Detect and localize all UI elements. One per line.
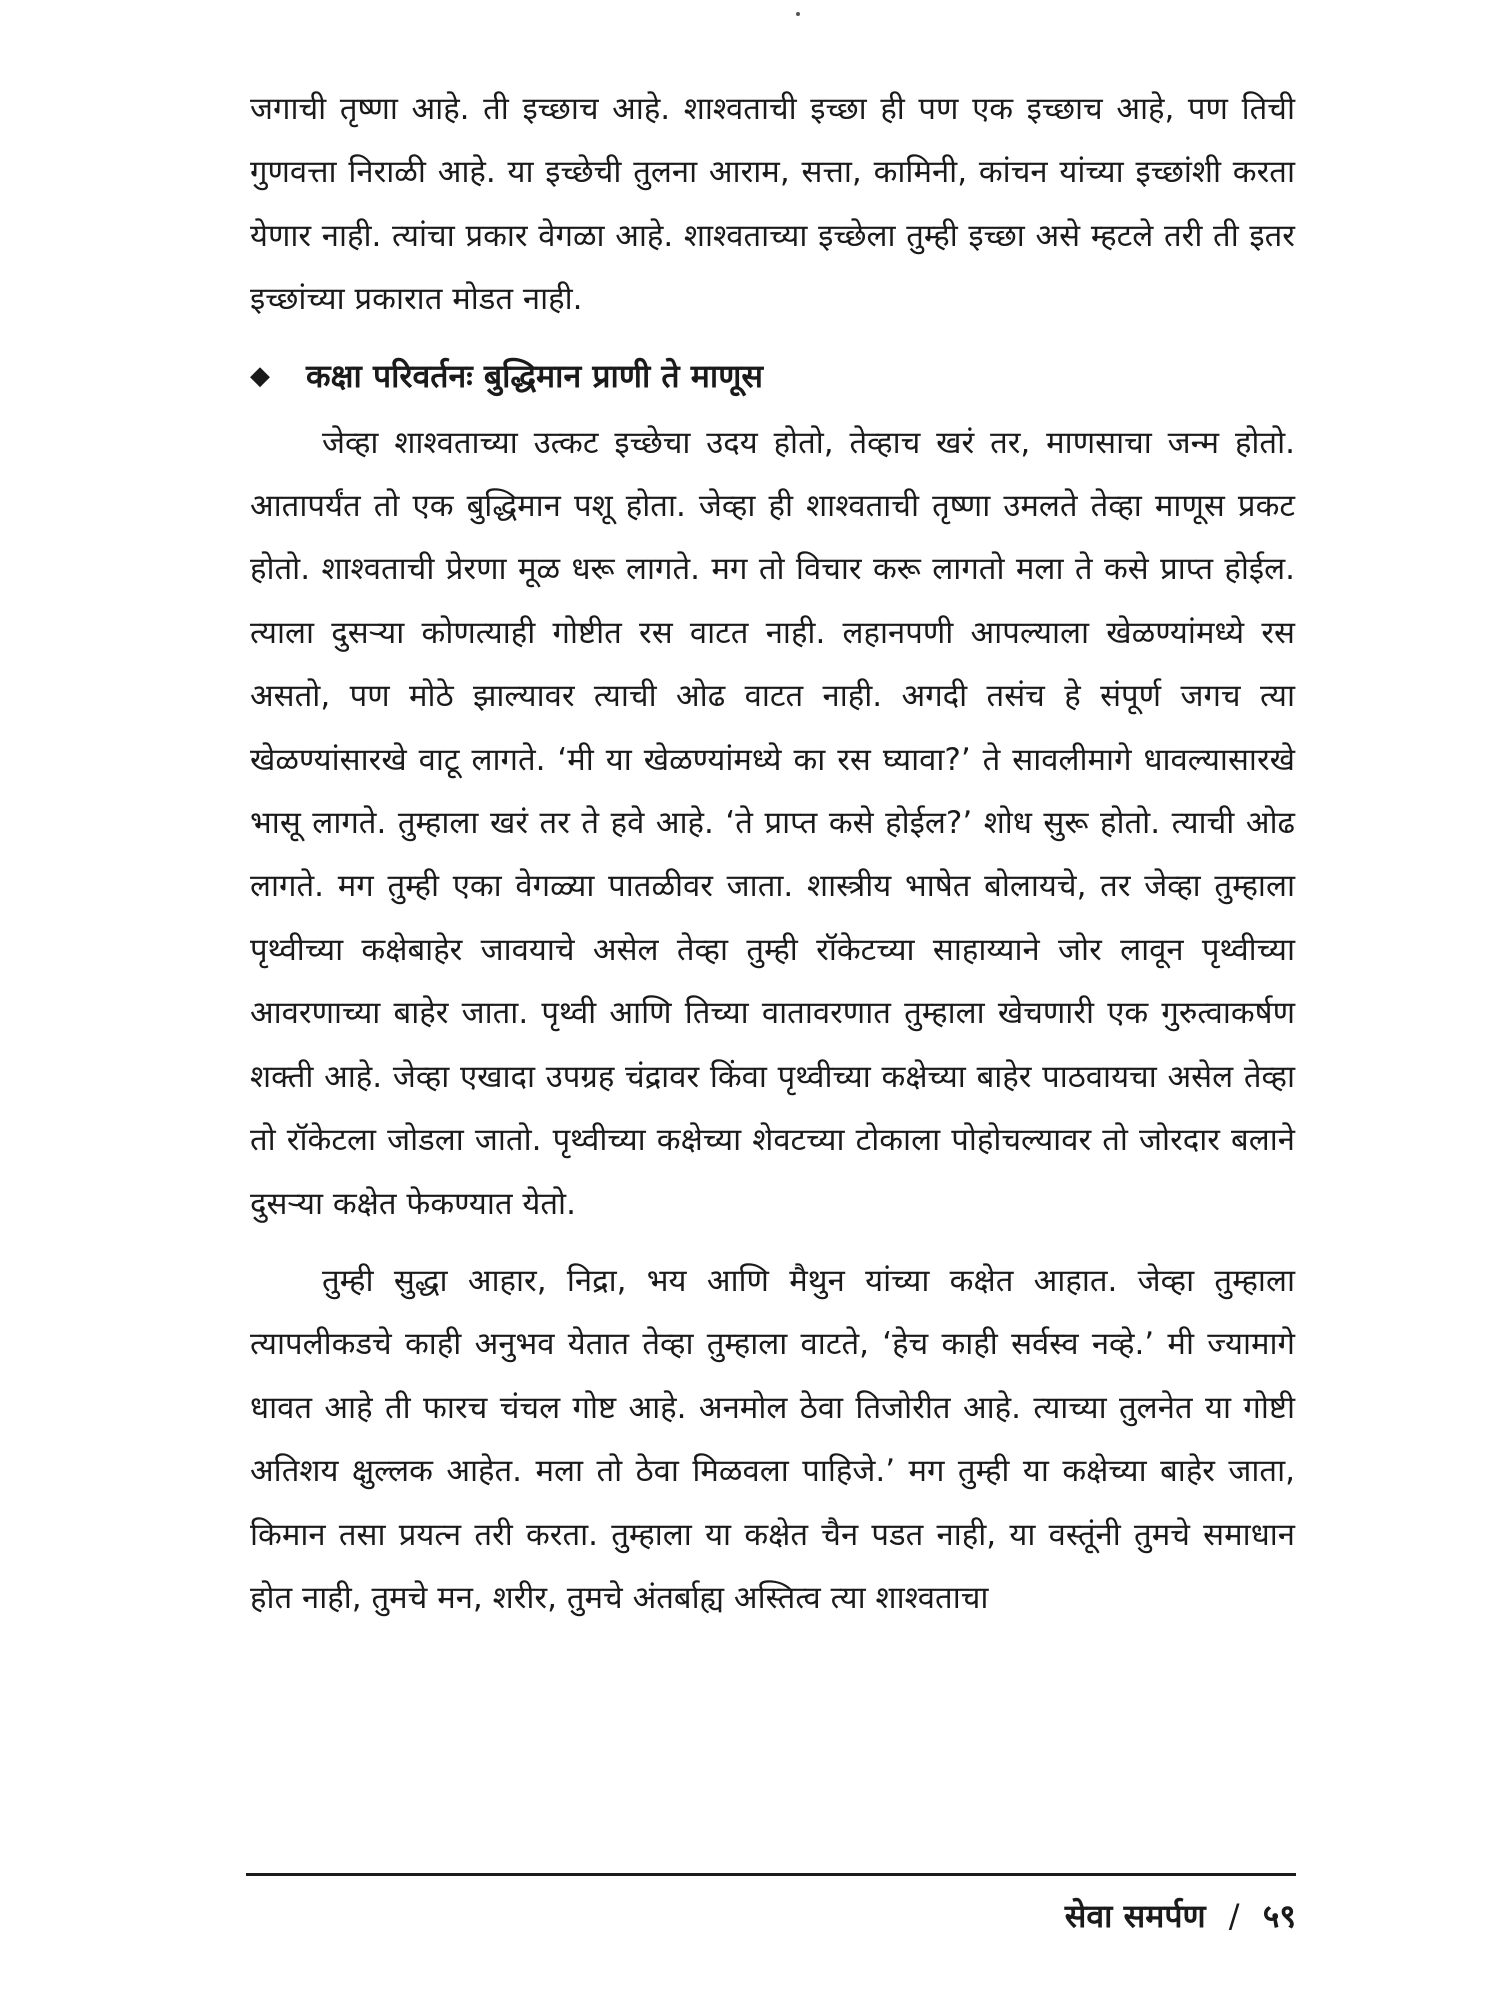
paragraph-2: जेव्हा शाश्वताच्या उत्कट इच्छेचा उदय होतो, तेव्हाच खरं तर, माणसाचा जन्म होतो. आतापर्यंत तो एक बुद्धिमान पशू होता. जेव्हा ही शाश्वताची तृष्णा उमलते तेव्हा माणूस प्रकट होतो. शाश्वताची प्रेरणा मूळ धरू लागते. मग तो विचार करू लागतो मला ते कसे प्राप्त होईल. त्याला दुसऱ्या कोणत्याही गोष्टीत रस वाटत नाही. लहानपणी आपल्याला खेळण्यांमध्ये रस असतो, पण मोठे झाल्यावर त्याची ओढ वाटत नाही. अगदी तसंच हे संपूर्ण जगच त्या खेळण्यांसारखे वाटू लागते. ‘मी या खेळण्यांमध्ये का रस घ्यावा?’ ते सावलीमागे धावल्यासारखे भासू लागते. तुम्हाला खरं तर ते हवे आहे. ‘ते प्राप्त कसे होईल?’ शोध सुरू होतो. त्याची ओढ लागते. मग तुम्ही एका वेगळ्या पातळीवर जाता. शास्त्रीय भाषेत बोलायचे, तर जेव्हा तुम्हाला पृथ्वीच्या कक्षेबाहेर जावयाचे असेल तेव्हा तुम्ही रॉकेटच्या साहाय्याने जोर लावून पृथ्वीच्या आवरणाच्या बाहेर जाता. पृथ्वी आणि तिच्या वातावरणात तुम्हाला खेचणारी एक गुरुत्वाकर्षण शक्ती आहे. जेव्हा एखादा उपग्रह चंद्रावर किंवा पृथ्वीच्या कक्षेच्या बाहेर पाठवायचा असेल तेव्हा तो रॉकेटला जोडला जातो. पृथ्वीच्या कक्षेच्या शेवटच्या टोकाला पोहोचल्यावर तो जोरदार बलाने दुसऱ्या कक्षेत फेकण्यात येतो. [250,424,1295,1222]
print-speck [796,12,800,16]
page-body [250,78,1295,1630]
footer-divider [246,1873,1296,1876]
diamond-bullet-icon: ◆ [250,360,270,391]
paragraph-1: जगाची तृष्णा आहे. ती इच्छाच आहे. शाश्वताची इच्छा ही पण एक इच्छाच आहे, पण तिची गुणवत्ता निराळी आहे. या इच्छेची तुलना आराम, सत्ता, कामिनी, कांचन यांच्या इच्छांशी करता येणार नाही. त्यांचा प्रकार वेगळा आहे. शाश्वताच्या इच्छेला तुम्ही इच्छा असे म्हटले तरी ती इतर इच्छांच्या प्रकारात मोडत नाही. [250,91,1295,318]
footer-book-title: सेवा समर्पण [1064,1897,1206,1935]
page-footer [1065,1886,1296,1946]
page-number: ५९ [1262,1897,1296,1935]
footer-separator: / [1228,1897,1240,1935]
section-heading-text: कक्षा परिवर्तनः बुद्धिमान प्राणी ते माणूस [306,356,763,395]
section-heading [250,344,1295,408]
paragraph-3: तुम्ही सुद्धा आहार, निद्रा, भय आणि मैथुन यांच्या कक्षेत आहात. जेव्हा तुम्हाला त्यापलीकडचे काही अनुभव येतात तेव्हा तुम्हाला वाटते, ‘हेच काही सर्वस्व नव्हे.’ मी ज्यामागे धावत आहे ती फारच चंचल गोष्ट आहे. अनमोल ठेवा तिजोरीत आहे. त्याच्या तुलनेत या गोष्टी अतिशय क्षुल्लक आहेत. मला तो ठेवा मिळवला पाहिजे.’ मग तुम्ही या कक्षेच्या बाहेर जाता, किमान तसा प्रयत्न तरी करता. तुम्हाला या कक्षेत चैन पडत नाही, या वस्तूंनी तुमचे समाधान होत नाही, तुमचे मन, शरीर, तुमचे अंतर्बाह्य अस्तित्व त्या शाश्वताचा [250,1262,1295,1616]
